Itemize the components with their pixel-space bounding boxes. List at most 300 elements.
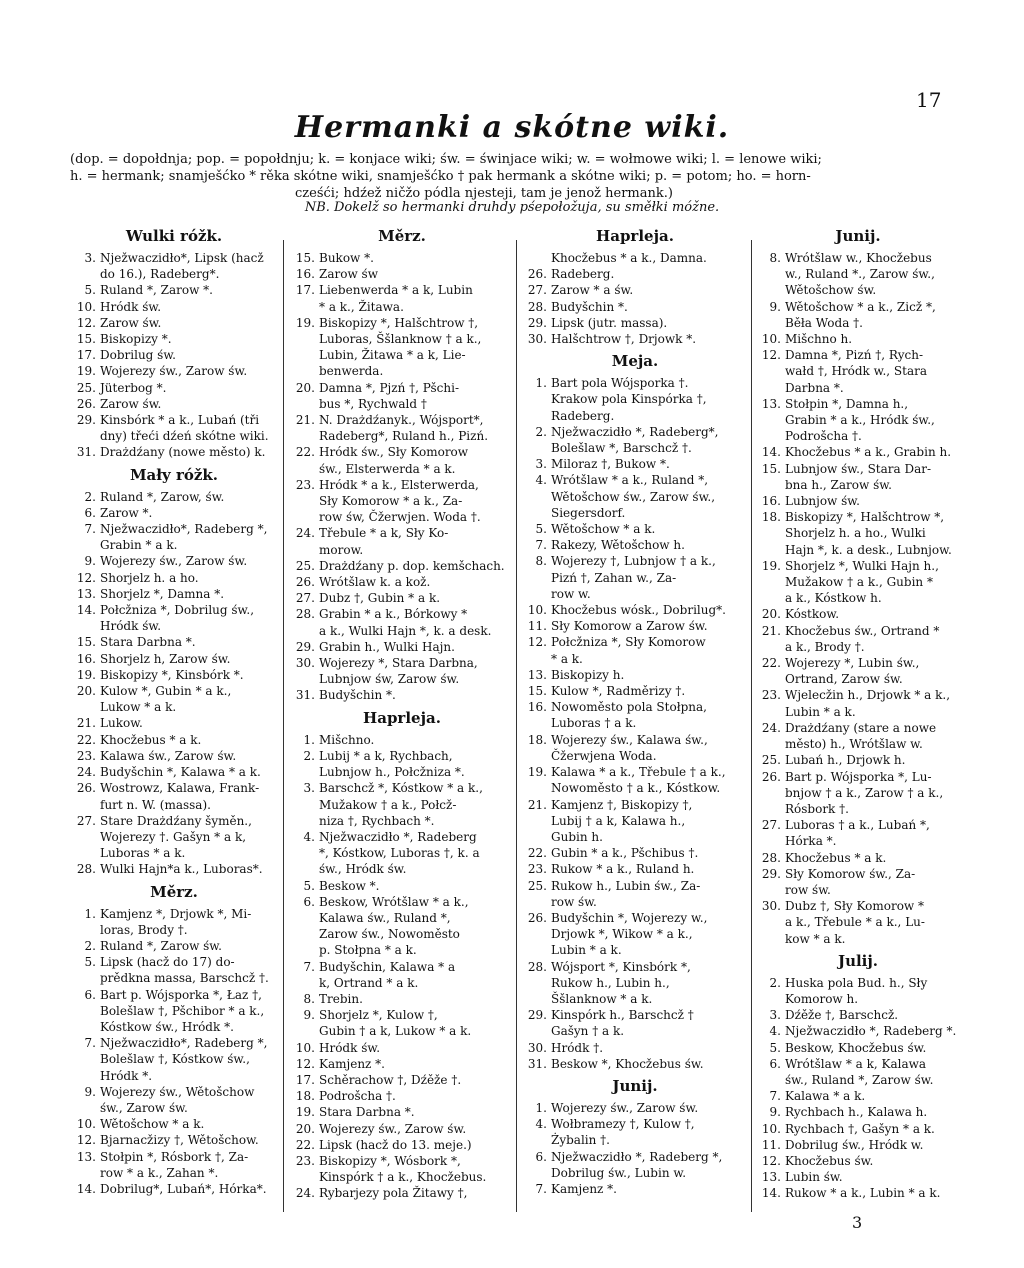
entry-text — [785, 752, 961, 768]
entry-line: Dubz †, Sły Komorow * — [785, 899, 925, 914]
entry-line: Kalawa św., Zarow św. — [100, 748, 237, 763]
day-number: 3. — [84, 251, 96, 265]
entry-line: Sły Komorow św., Za- — [785, 866, 916, 881]
day-number: 20. — [295, 380, 315, 395]
entry-line: Rybarjezy pola Žitawy †, — [319, 1186, 468, 1201]
entry-text — [100, 748, 278, 764]
day-number: 1. — [535, 376, 547, 391]
fair-entry — [521, 250, 749, 266]
day-number: 27. — [295, 591, 315, 606]
entry-text — [100, 715, 278, 731]
day-number: 6. — [84, 987, 96, 1002]
entry-line: Damna *, Pjzń †, Pšchi- — [319, 380, 460, 395]
fair-entry — [755, 866, 961, 898]
day-number: 10. — [295, 1040, 315, 1055]
fair-entry — [755, 493, 961, 509]
entry-text — [100, 396, 278, 412]
day-number: 15. — [761, 461, 781, 476]
entry-text — [551, 331, 749, 347]
entry-text — [785, 1121, 961, 1137]
fair-entry — [521, 618, 749, 634]
entry-line: Stołpin *, Rósbork †, Za- — [100, 1149, 249, 1164]
entry-line: Nježwaczidło *, Radeberg *, — [551, 1149, 723, 1164]
day-number: 12. — [761, 348, 781, 363]
entry-line: Lukow. — [100, 716, 143, 731]
entry-text — [100, 1149, 278, 1181]
day-number: 10. — [76, 1117, 96, 1132]
entry-line: Hródk św. — [100, 619, 162, 634]
day-number: 10. — [527, 603, 547, 618]
entry-text — [551, 732, 749, 764]
fair-entry — [755, 769, 961, 818]
entry-text — [785, 1056, 961, 1088]
entry-line: Wojerezy św., Zarow św. — [100, 554, 248, 569]
fair-entry — [70, 861, 278, 877]
fair-entry — [521, 764, 749, 796]
entry-text — [319, 1040, 515, 1056]
entry-line: Wostrowz, Kalawa, Frank- — [100, 781, 260, 796]
day-number: 9. — [769, 299, 781, 314]
fair-entry — [521, 878, 749, 910]
entry-line: Mišchno h. — [785, 332, 853, 347]
entry-text — [319, 1072, 515, 1088]
day-number: 15. — [527, 684, 547, 699]
fair-entry — [755, 444, 961, 460]
entry-line: Třebule * a k, Sły Ko- — [319, 526, 449, 541]
month-heading: Haprleja. — [596, 227, 674, 245]
entry-line: Drażdźany (nowe město) k. — [100, 445, 266, 460]
day-number: 29. — [527, 1008, 547, 1023]
entry-text — [319, 991, 515, 1007]
day-number: 8. — [303, 991, 315, 1006]
day-number: 2. — [769, 975, 781, 990]
day-number: 14. — [761, 445, 781, 460]
entry-text — [100, 906, 278, 938]
entry-text — [785, 623, 961, 655]
entry-line: Barschcž *, Kóstkow * a k., — [319, 781, 483, 796]
entry-text — [785, 396, 961, 445]
fair-entry — [521, 1181, 749, 1197]
day-number: 12. — [76, 570, 96, 585]
entry-line: Gubin h. — [551, 829, 603, 844]
entry-line: Zarow św — [319, 267, 378, 282]
fair-entry — [289, 250, 515, 266]
month-heading: Wulki róžk. — [125, 227, 223, 245]
fair-entry — [70, 505, 278, 521]
entry-text — [785, 975, 961, 1007]
entry-line: Khocžebus * a k., Grabin h. — [785, 445, 952, 460]
entry-line: Shorjelz *, Wulki Hajn h., — [785, 558, 939, 573]
entry-line: Liebenwerda * a k, Lubin — [319, 283, 473, 298]
day-number: 27. — [761, 818, 781, 833]
entry-line: Biskopizy *, Kinsbórk *. — [100, 667, 244, 682]
day-number: 11. — [761, 1137, 781, 1152]
entry-text — [100, 1116, 278, 1132]
entry-line: wałd †, Hródk w., Stara — [785, 364, 928, 379]
fair-entry — [70, 331, 278, 347]
day-number: 10. — [76, 299, 96, 314]
day-number: 16. — [761, 494, 781, 509]
day-number: 24. — [295, 1186, 315, 1201]
entry-line: Podrošcha †. — [319, 1089, 396, 1104]
entry-text — [551, 683, 749, 699]
entry-text — [551, 1181, 749, 1197]
month-heading: Julij. — [837, 951, 879, 970]
fair-entry — [70, 521, 278, 553]
entry-text — [551, 1040, 749, 1056]
entry-line: Rukow * a k., Ruland h. — [551, 862, 695, 877]
entry-line: Budyšchin, Kalawa * a — [319, 959, 456, 974]
entry-text — [551, 424, 749, 456]
fair-entry — [289, 525, 515, 557]
fair-entry — [755, 720, 961, 752]
entry-text — [100, 347, 278, 363]
entry-line: Bart pola Wójsporka †. — [551, 376, 689, 391]
entry-text — [100, 444, 278, 460]
calendar-columns — [70, 222, 960, 1212]
entry-text — [100, 489, 278, 505]
entry-text — [785, 898, 961, 947]
entry-text — [551, 1056, 749, 1072]
entry-line: Biskopizy *. — [100, 332, 172, 347]
abbreviation-line: h. = hermank; snamješćko * rěka skótne wiki, snamješćko † pak hermank a skótne wiki; p. = potom; ho. = horn- — [70, 169, 811, 184]
entry-text — [319, 748, 515, 780]
day-number: 7. — [769, 1089, 781, 1104]
entry-line: Wojerezy św., Zarow św. — [319, 1121, 467, 1136]
day-number: 7. — [84, 522, 96, 537]
entry-line: Shorjelz *, Damna *. — [100, 586, 225, 601]
entry-line: Lubnjow św, Zarow św. — [319, 672, 460, 687]
entry-line: Shorjelz h, Zarow św. — [100, 651, 231, 666]
fair-entry — [70, 602, 278, 634]
entry-line: Bjarnacžizy †, Wětošchow. — [100, 1133, 259, 1148]
entry-line: Lubin * a k. — [551, 943, 622, 958]
fair-entry — [755, 1185, 961, 1201]
fair-entry — [70, 1181, 278, 1197]
entry-line: Zarow św. — [100, 396, 162, 411]
entry-line: Podrošcha †. — [785, 429, 862, 444]
day-number: 12. — [295, 1056, 315, 1071]
fair-entry — [289, 894, 515, 959]
fair-entry — [70, 764, 278, 780]
day-number: 5. — [769, 1040, 781, 1055]
fair-entry — [289, 959, 515, 991]
fair-entry — [70, 347, 278, 363]
entry-text — [319, 412, 515, 444]
entry-text — [319, 878, 515, 894]
entry-text — [319, 732, 515, 748]
day-number: 28. — [527, 299, 547, 314]
day-number: 12. — [761, 1153, 781, 1168]
entry-line: Stara Darbna *. — [100, 635, 196, 650]
fair-entry — [521, 797, 749, 846]
entry-text — [551, 959, 749, 1008]
day-number: 22. — [295, 445, 315, 460]
fair-entry — [289, 1185, 515, 1201]
entry-line: město) h., Wrótšlaw w. — [785, 737, 923, 752]
entry-line: Hródk św. — [100, 299, 162, 314]
entry-line: Lukow * a k. — [100, 700, 177, 715]
entry-line: Wójsport *, Kinsbórk *, — [551, 959, 691, 974]
day-number: 23. — [295, 1153, 315, 1168]
fair-entry — [70, 683, 278, 715]
entry-line: Wětošchow św. — [785, 283, 877, 298]
entry-line: Budyšchin *. — [319, 688, 396, 703]
entry-line: Bolešlaw †, Kóstkow św., — [100, 1052, 250, 1067]
entry-line: Ortrand, Zarow św. — [785, 672, 903, 687]
entry-line: Siegersdorf. — [551, 505, 626, 520]
entry-line: Połcžniza *, Dobrilug św., — [100, 603, 255, 618]
entry-line: Beskow *. — [319, 878, 380, 893]
fair-entry — [70, 380, 278, 396]
day-number: 13. — [76, 1149, 96, 1164]
entry-line: furt n. W. (massa). — [100, 797, 211, 812]
day-number: 11. — [527, 619, 547, 634]
fair-entry — [289, 655, 515, 687]
entry-text — [319, 894, 515, 959]
entry-line: Kamjenz *, Drjowk *, Mi- — [100, 906, 252, 921]
entry-line: Kulow *, Radměrizy †. — [551, 684, 686, 699]
entry-line: Bolešlaw †, Pšchibor * a k., — [100, 1003, 265, 1018]
entry-text — [319, 655, 515, 687]
day-number: 28. — [76, 862, 96, 877]
fair-entry — [755, 975, 961, 1007]
fair-entry — [521, 845, 749, 861]
entry-line: Beskow, Wrótšlaw * a k., — [319, 894, 469, 909]
fair-entry — [70, 954, 278, 986]
entry-text — [319, 282, 515, 314]
entry-text — [785, 493, 961, 509]
day-number: 21. — [527, 797, 547, 812]
fair-entry — [755, 509, 961, 558]
entry-line: Rukow h., Lubin h., — [551, 975, 670, 990]
fair-entry — [755, 558, 961, 607]
entry-text — [100, 602, 278, 634]
entry-text — [100, 331, 278, 347]
fair-entry — [521, 667, 749, 683]
entry-line: Lipsk (jutr. massa). — [551, 315, 668, 330]
day-number: 25. — [527, 878, 547, 893]
day-number: 29. — [295, 639, 315, 654]
fair-entry — [70, 1132, 278, 1148]
day-number: 13. — [761, 1170, 781, 1185]
day-number: 18. — [527, 732, 547, 747]
page-title: Hermanki a skótne wiki. — [294, 110, 730, 145]
entry-text — [319, 687, 515, 703]
entry-line: Khocžebus * a k. — [785, 850, 887, 865]
entry-line: Nježwaczidło *, Radeberg *. — [785, 1024, 957, 1039]
entry-line: św., Ruland *, Zarow św. — [785, 1072, 934, 1087]
entry-line: row św, Čžerwjen. Woda †. — [319, 510, 481, 525]
fair-entry — [755, 331, 961, 347]
day-number: 10. — [761, 1121, 781, 1136]
fair-entry — [521, 683, 749, 699]
entry-line: benwerda. — [319, 364, 384, 379]
entry-text — [551, 537, 749, 553]
entry-line: Shorjelz h. a ho. — [100, 570, 199, 585]
entry-line: Radeberg. — [551, 408, 615, 423]
entry-line: Wojerezy św., Kalawa św., — [551, 732, 708, 747]
entry-line: Grabin * a k. — [100, 538, 178, 553]
entry-text — [319, 444, 515, 476]
entry-text — [785, 1169, 961, 1185]
day-number: 28. — [761, 850, 781, 865]
entry-line: Gubin * a k., Pšchibus †. — [551, 846, 699, 861]
entry-text — [319, 1088, 515, 1104]
day-number: 12. — [76, 315, 96, 330]
entry-line: a k., Třebule * a k., Lu- — [785, 915, 925, 930]
fair-entry — [521, 315, 749, 331]
entry-line: Hórka *. — [785, 834, 837, 849]
fair-entry — [70, 732, 278, 748]
fair-entry — [755, 606, 961, 622]
entry-text — [100, 282, 278, 298]
entry-line: Bukow *. — [319, 251, 374, 265]
entry-line: św., Hródk św. — [319, 862, 407, 877]
entry-line: Nježwaczidło*, Lipsk (hacž — [100, 251, 264, 265]
day-number: 15. — [295, 251, 315, 265]
fair-entry — [755, 299, 961, 331]
entry-line: św., Elsterwerda * a k. — [319, 461, 456, 476]
fair-entry — [289, 315, 515, 380]
abbreviation-line: (dop. = dopołdnja; pop. = popołdnju; k. = konjace wiki; św. = świnjace wiki; w. = wołmowe wiki; l. = lenowe wiki; — [70, 152, 822, 167]
day-number: 23. — [761, 688, 781, 703]
fair-entry — [289, 574, 515, 590]
day-number: 2. — [84, 938, 96, 953]
fair-entry — [755, 1023, 961, 1039]
entry-text — [100, 861, 278, 877]
entry-line: Mišchno. — [319, 732, 375, 747]
day-number: 9. — [769, 1105, 781, 1120]
entry-line: Lubnjow h., Połcžniza *. — [319, 765, 465, 780]
entry-line: a k., Brody †. — [785, 639, 865, 654]
entry-text — [551, 861, 749, 877]
fair-entry — [70, 1116, 278, 1132]
day-number: 18. — [761, 510, 781, 525]
entry-text — [100, 764, 278, 780]
entry-text — [551, 1116, 749, 1148]
fair-entry — [521, 282, 749, 298]
day-number: 29. — [527, 315, 547, 330]
entry-text — [100, 1035, 278, 1084]
fair-entry — [521, 1056, 749, 1072]
entry-line: Zarow św. — [100, 315, 162, 330]
day-number: 21. — [761, 623, 781, 638]
entry-text — [785, 687, 961, 719]
fair-entry — [755, 752, 961, 768]
day-number: 10. — [761, 332, 781, 347]
entry-line: Rósbork †. — [785, 801, 849, 816]
day-number: 4. — [535, 1117, 547, 1132]
entry-text — [319, 1137, 515, 1153]
day-number: 1. — [535, 1100, 547, 1115]
entry-line: Huska pola Bud. h., Sły — [785, 975, 928, 990]
entry-line: Wětošchow * a k., Zicž *, — [785, 299, 936, 314]
entry-line: Ruland *, Zarow *. — [100, 283, 213, 298]
fair-entry — [521, 266, 749, 282]
entry-line: Wrótšlaw k. a kož. — [319, 575, 431, 590]
entry-line: Bart p. Wójsporka *, Lu- — [785, 769, 932, 784]
entry-line: Khocžebus wósk., Dobrilug*. — [551, 603, 726, 618]
entry-text — [100, 412, 278, 444]
day-number: 4. — [303, 829, 315, 844]
fair-entry — [289, 477, 515, 526]
entry-line: Wojerezy św., Zarow św. — [551, 1100, 699, 1115]
entry-line: Dobrilug św. — [100, 348, 176, 363]
entry-text — [100, 667, 278, 683]
entry-line: row w. — [551, 586, 591, 601]
entry-line: Żybalin †. — [551, 1133, 610, 1148]
fair-entry — [755, 1040, 961, 1056]
entry-line: Dubz †, Gubin * a k. — [319, 591, 441, 606]
entry-line: Shorjelz *, Kulow †, — [319, 1008, 438, 1023]
entry-line: Beskow *, Khocžebus św. — [551, 1056, 704, 1071]
entry-line: Wojerezy †, Lubnjow † a k., — [551, 554, 716, 569]
day-number: 4. — [769, 1024, 781, 1039]
entry-line: Wrótšlaw * a k., Ruland *, — [551, 473, 709, 488]
entry-line: bnjow † a k., Zarow † a k., — [785, 785, 944, 800]
entry-text — [319, 266, 515, 282]
fair-entry — [70, 813, 278, 862]
entry-line: Lubij † a k, Kalawa h., — [551, 813, 686, 828]
day-number: 4. — [535, 473, 547, 488]
day-number: 20. — [295, 1121, 315, 1136]
entry-text — [785, 655, 961, 687]
fair-entry — [70, 489, 278, 505]
day-number: 24. — [761, 720, 781, 735]
entry-text — [551, 456, 749, 472]
entry-line: Damna *, Pizń †, Rych- — [785, 348, 923, 363]
entry-text — [551, 521, 749, 537]
day-number: 14. — [761, 1186, 781, 1201]
day-number: 6. — [535, 1149, 547, 1164]
entry-line: row św. — [785, 882, 831, 897]
fair-entry — [289, 639, 515, 655]
entry-line: N. Drażdźanyk., Wójsport*, — [319, 413, 484, 428]
entry-text — [785, 850, 961, 866]
entry-text — [100, 954, 278, 986]
entry-line: Stare Drażdźany šyměn., — [100, 813, 252, 828]
entry-text — [785, 606, 961, 622]
day-number: 26. — [527, 910, 547, 925]
day-number: 26. — [761, 769, 781, 784]
fair-entry — [755, 461, 961, 493]
entry-line: Drażdźany p. dop. kemšchach. — [319, 558, 505, 573]
day-number: 19. — [295, 1105, 315, 1120]
entry-text — [319, 639, 515, 655]
day-number: 30. — [295, 656, 315, 671]
entry-line: row * a k., Zahan *. — [100, 1165, 219, 1180]
entry-text — [551, 472, 749, 521]
entry-line: a k., Kóstkow h. — [785, 591, 882, 606]
day-number: 23. — [295, 477, 315, 492]
fair-entry — [289, 590, 515, 606]
entry-text — [319, 1007, 515, 1039]
day-number: 22. — [527, 846, 547, 861]
day-number: 13. — [761, 396, 781, 411]
entry-line: Jüterbog *. — [100, 380, 167, 395]
fair-entry — [289, 1088, 515, 1104]
entry-line: bus *, Rychwald † — [319, 396, 427, 411]
entry-line: Biskopizy h. — [551, 667, 625, 682]
day-number: 27. — [527, 283, 547, 298]
entry-text — [551, 797, 749, 846]
entry-line: morow. — [319, 542, 364, 557]
entry-text — [100, 315, 278, 331]
fair-entry — [521, 1100, 749, 1116]
fair-entry — [70, 396, 278, 412]
entry-line: Luboras, Ššlanknow † a k., — [319, 332, 482, 347]
